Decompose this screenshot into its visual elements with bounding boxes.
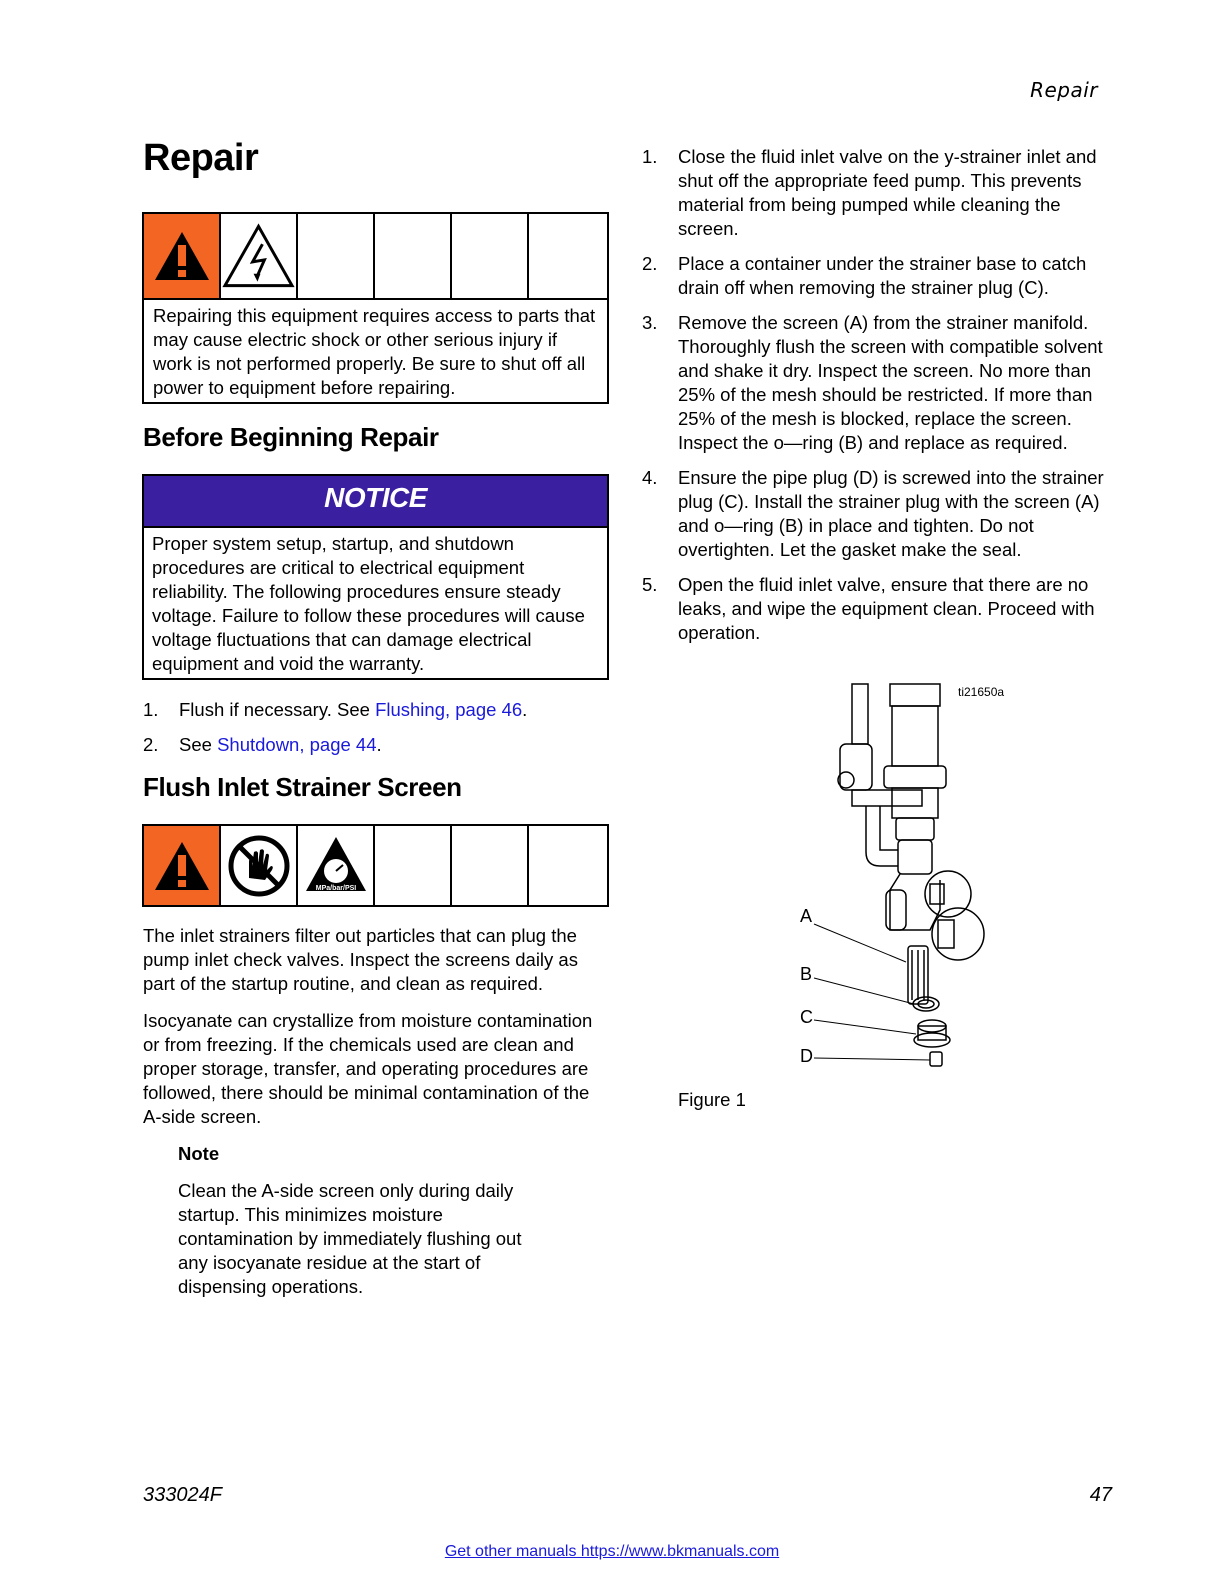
callout-d: D — [800, 1046, 813, 1066]
figure-id-label: ti21650a — [958, 685, 1005, 699]
strainer-procedure-steps — [642, 145, 1112, 656]
strainer-figure — [780, 680, 1030, 1080]
repair-warning-table — [142, 212, 609, 404]
list-item: 4. Ensure the pipe plug (D) is screwed into the strainer plug (C). Install the strainer plug with the screen (A) and o—ring (B) in place and tighten. Do not overtighten. Let the gasket make the seal. — [642, 467, 1104, 560]
flush-heading: Flush Inlet Strainer Screen — [143, 772, 462, 802]
figure-caption: Figure 1 — [678, 1089, 746, 1110]
callout-a: A — [800, 906, 813, 926]
document-number: 333024F — [143, 1484, 222, 1506]
page-title: Repair — [143, 137, 259, 179]
flush-paragraph-2: Isocyanate can crystallize from moisture contamination or from freezing. If the chemicals used are clean and proper storage, transfer, and operating procedures are followed, there should be minimal contamination of the A-side screen. — [143, 1010, 593, 1127]
flush-paragraph-1: The inlet strainers filter out particles that can plug the pump inlet check valves. Inspect the screens daily as part of the startup routine, and clean as required. — [143, 925, 578, 994]
list-item: 1. Close the fluid inlet valve on the y-strainer inlet and shut off the appropriate feed pump. This prevents material from being pumped while cleaning the screen. — [642, 146, 1097, 239]
notice-label: NOTICE — [144, 476, 607, 528]
callout-c: C — [800, 1007, 813, 1027]
note-label: Note — [178, 1143, 220, 1164]
manuals-link[interactable]: Get other manuals https://www.bkmanuals.com — [444, 1543, 780, 1560]
list-item: 2. Place a container under the strainer base to catch drain off when removing the strainer plug (C). — [642, 253, 1087, 298]
list-item: 2. See Shutdown, page 44. — [143, 734, 382, 755]
empty-symbol-cell — [375, 214, 452, 298]
empty-symbol-cell — [529, 826, 607, 905]
pressure-relief-icon — [298, 826, 375, 905]
warning-symbol-row — [144, 214, 607, 300]
no-hand-contact-icon — [221, 826, 298, 905]
empty-symbol-cell — [375, 826, 452, 905]
note-text: Clean the A-side screen only during daily startup. This minimizes moisture contamination by immediately flushing out any isocyanate residue at the start of dispensing operations. — [178, 1180, 522, 1297]
pressure-units-label: MPa/bar/PSI — [315, 884, 356, 892]
empty-symbol-cell — [452, 826, 529, 905]
warning-triangle-icon — [144, 826, 221, 905]
list-item: 3. Remove the screen (A) from the strainer manifold. Thoroughly flush the screen with compatible solvent and shake it dry. Inspect the screen. No more than 25% of the mesh should be restricted. If more than 25% of the mesh is blocked, replace the screen. Inspect the o—ring (B) and replace as required. — [642, 312, 1103, 453]
page-number: 47 — [1089, 1484, 1112, 1506]
running-header: Repair — [1030, 78, 1098, 102]
flush-warning-table — [142, 824, 609, 907]
before-beginning-heading: Before Beginning Repair — [143, 422, 439, 452]
callout-b: B — [800, 964, 813, 984]
empty-symbol-cell — [298, 214, 375, 298]
shutdown-link[interactable]: Shutdown, page 44 — [217, 734, 377, 755]
list-item: 5. Open the fluid inlet valve, ensure that there are no leaks, and wipe the equipment clean. Proceed with operation. — [642, 574, 1095, 643]
notice-box — [142, 474, 609, 680]
repair-warning-text: Repairing this equipment requires access to parts that may cause electric shock or other serious injury if work is not performed properly. Be sure to shut off all power to equipment before repairing. — [153, 305, 596, 398]
empty-symbol-cell — [452, 214, 529, 298]
electric-shock-icon — [221, 214, 298, 298]
list-item: 1. Flush if necessary. See Flushing, page 46. — [143, 699, 528, 720]
empty-symbol-cell — [529, 214, 607, 298]
warning-triangle-icon — [144, 214, 221, 298]
flushing-link[interactable]: Flushing, page 46 — [375, 699, 523, 720]
notice-text: Proper system setup, startup, and shutdown procedures are critical to electrical equipment reliability. The following procedures ensure steady voltage. Failure to follow these procedures will cause voltage fluctuations that can damage electrical equipment and void the warranty. — [152, 533, 585, 674]
before-beginning-steps — [143, 698, 613, 768]
